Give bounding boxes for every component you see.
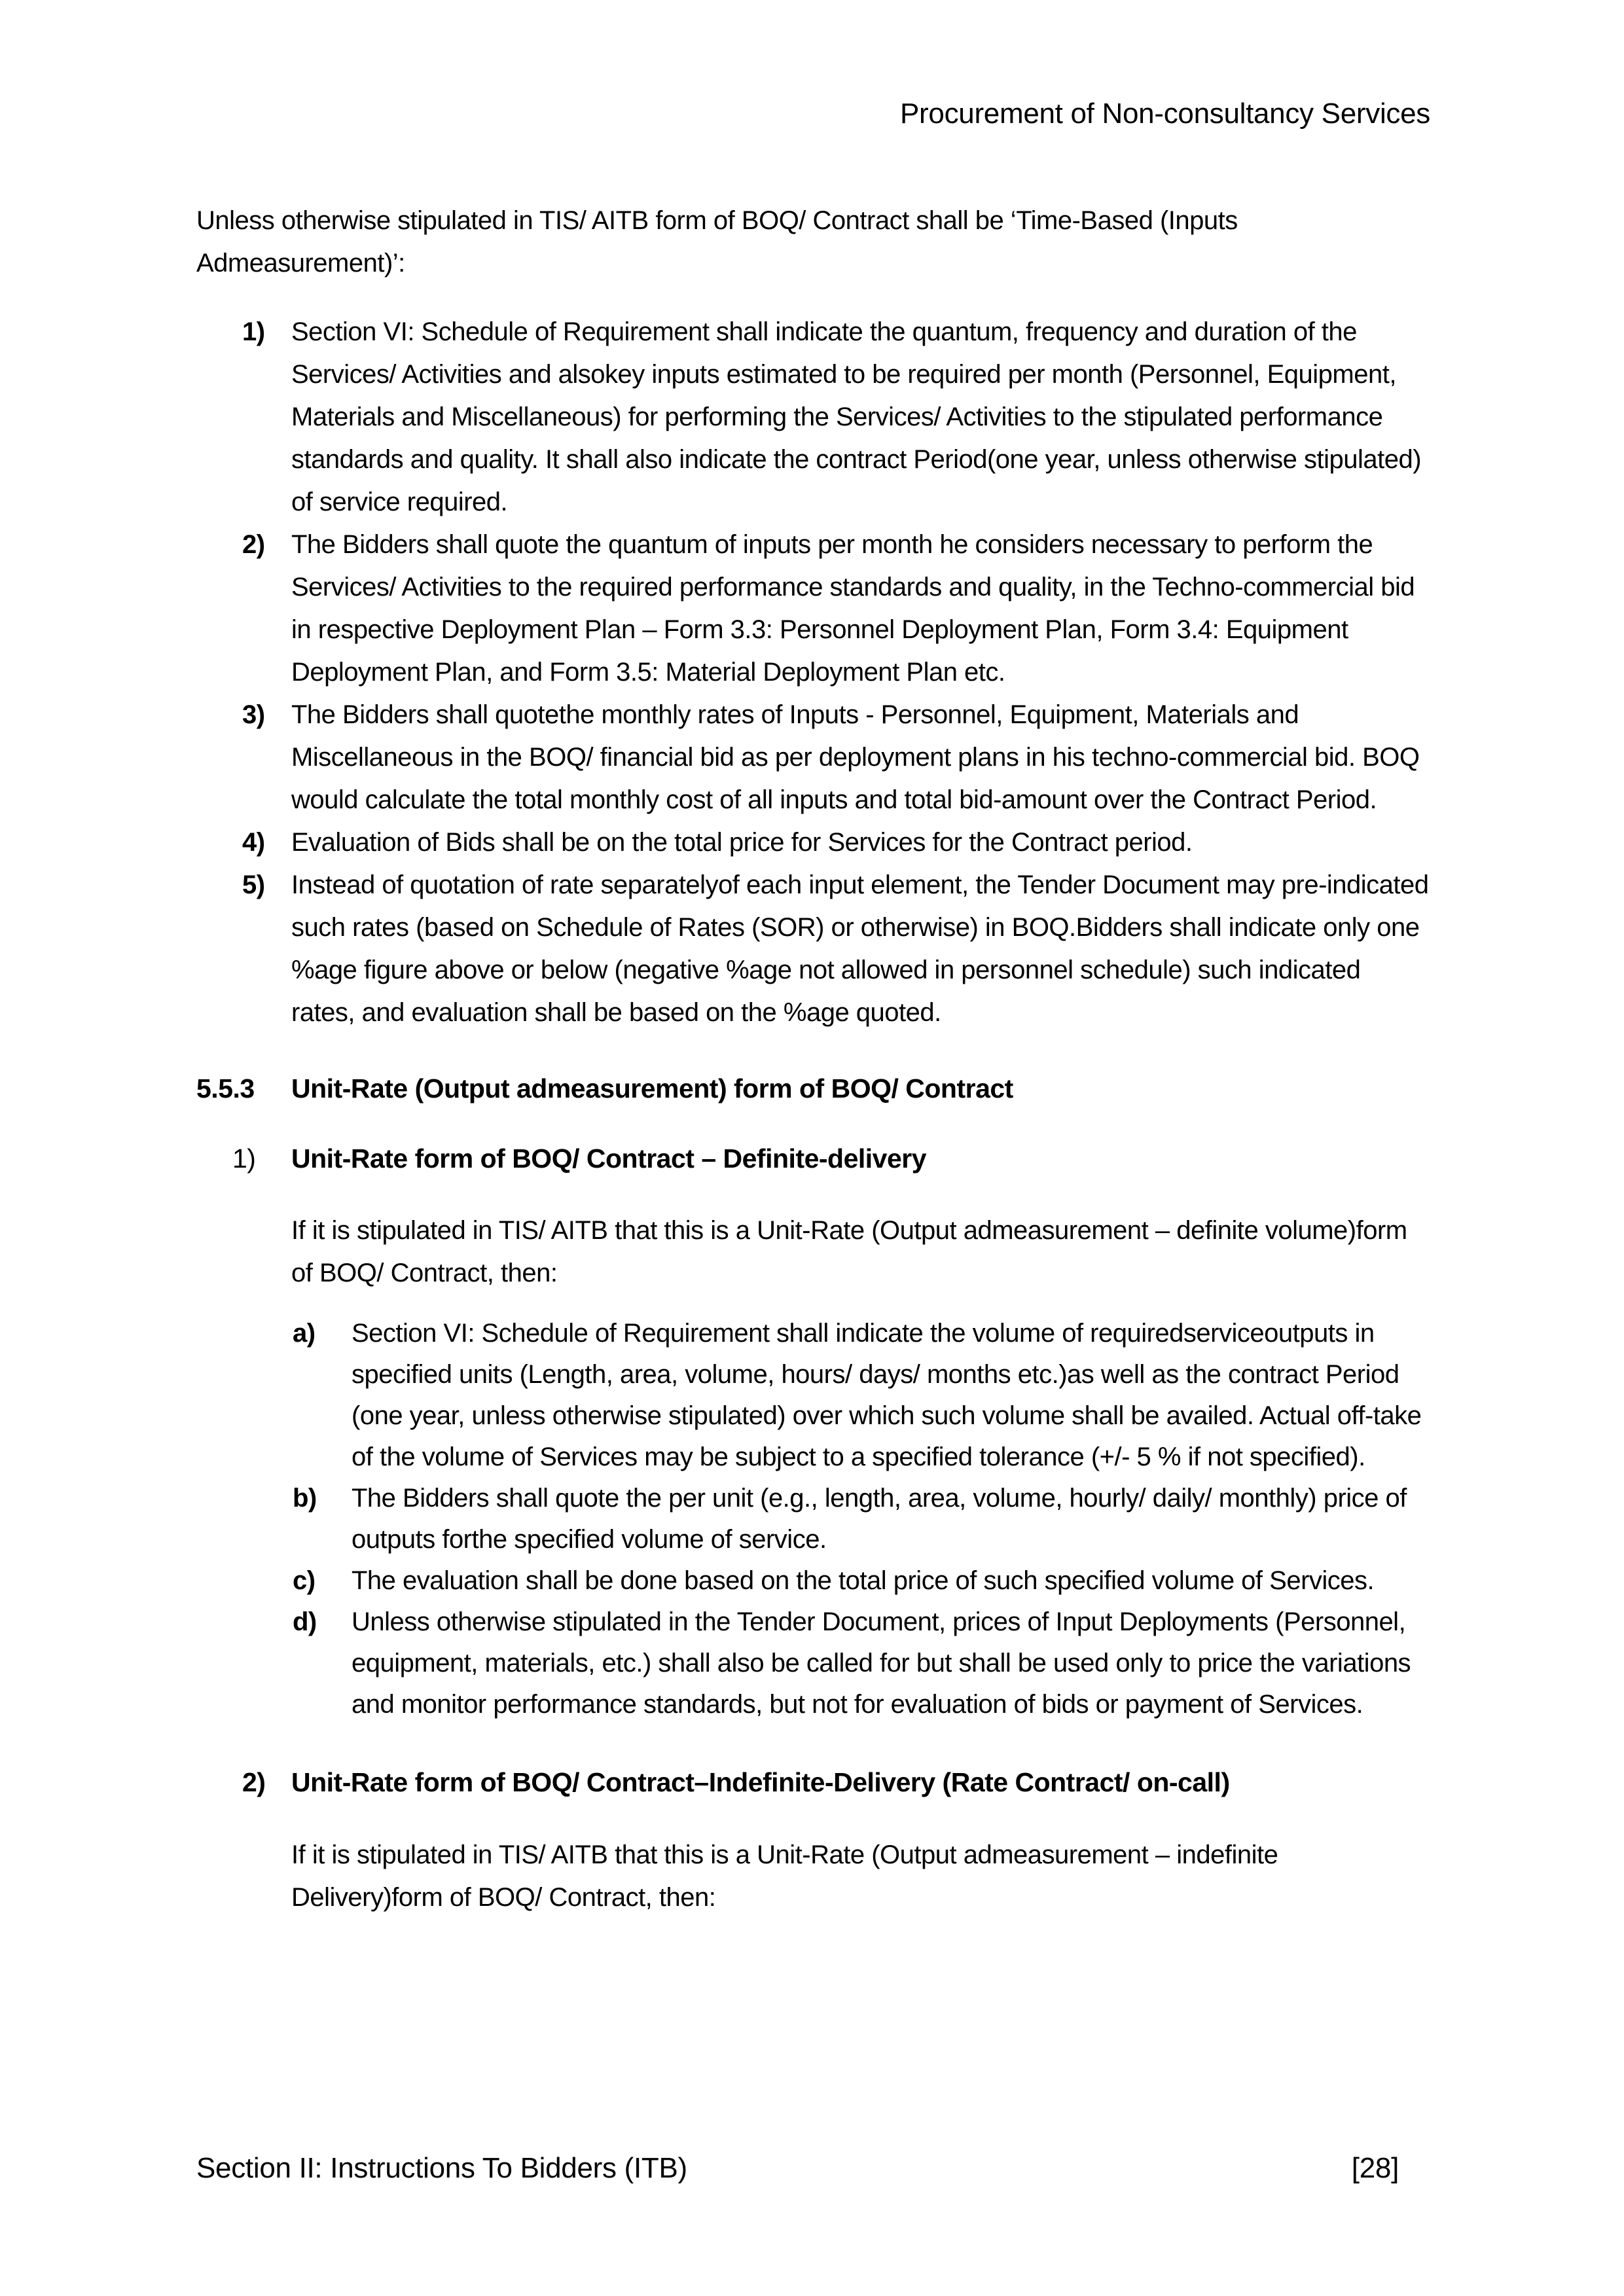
- list-item-number: 4): [242, 827, 265, 857]
- list-item-text: Instead of quotation of rate separatelyof each input element, the Tender Document may pre-indicated such rates (based on Schedule of Rates (SOR) or otherwise) in BOQ.Bidders shall indicate only one %age figure above or below (negative %age not allowed in personnel schedule) such indicated rates, and evaluation shall be based on the %age quoted.: [291, 870, 1429, 1027]
- section-number: 5.5.3: [196, 1073, 255, 1103]
- list-item-letter: d): [293, 1607, 317, 1637]
- list-item-number: 3): [242, 700, 265, 729]
- list-item: [293, 1602, 1430, 1725]
- list-item: [293, 1313, 1430, 1478]
- subsection-2-intro: If it is stipulated in TIS/ AITB that this is a Unit-Rate (Output admeasurement – indefinite Delivery)form of BOQ/ Contract, then:: [291, 1840, 1278, 1912]
- subsection-number: 2): [242, 1767, 266, 1798]
- list-item-number: 1): [242, 317, 265, 346]
- list-item-text: Section VI: Schedule of Requirement shall indicate the volume of requiredserviceoutputs in specified units (Length, area, volume, hours/ days/ months etc.)as well as the contract Period (one year, unless otherwise stipulated) over which such volume shall be availed. Actual off-take of the volume of Services may be subject to a specified tolerance (+/- 5 % if not specified).: [352, 1319, 1422, 1472]
- section-heading: [196, 1072, 1430, 1105]
- list-item: [242, 694, 1430, 821]
- list-item-letter: b): [293, 1484, 317, 1513]
- subsection-1-intro: If it is stipulated in TIS/ AITB that this is a Unit-Rate (Output admeasurement – definite volume)form of BOQ/ Contract, then:: [291, 1216, 1407, 1288]
- subsection-1-heading: [232, 1142, 1430, 1175]
- numbered-list: [242, 311, 1430, 1034]
- subsection-title: Unit-Rate form of BOQ/ Contract – Definite-delivery: [291, 1143, 927, 1174]
- list-item: [293, 1478, 1430, 1560]
- intro-paragraph: Unless otherwise stipulated in TIS/ AITB form of BOQ/ Contract shall be ‘Time-Based (Inputs Admeasurement)’:: [196, 206, 1238, 278]
- page-header: [196, 97, 1430, 132]
- list-item-number: 5): [242, 870, 265, 899]
- list-item: [293, 1560, 1430, 1602]
- list-item-text: Unless otherwise stipulated in the Tender Document, prices of Input Deployments (Personnel, equipment, materials, etc.) shall also be called for but shall be used only to price the variations and monitor performance standards, but not for evaluation of bids or payment of Services.: [352, 1607, 1411, 1719]
- footer-page-number: [28]: [1351, 2152, 1399, 2184]
- list-item-text: Evaluation of Bids shall be on the total price for Services for the Contract period.: [291, 827, 1193, 857]
- page-header-text: Procurement of Non-consultancy Services: [900, 98, 1430, 130]
- list-item: [242, 524, 1430, 694]
- list-item: [242, 311, 1430, 524]
- page-footer: [196, 2152, 1430, 2185]
- footer-section-label: Section II: Instructions To Bidders (ITB): [196, 2152, 687, 2184]
- list-item-letter: c): [293, 1566, 316, 1596]
- subsection-title: Unit-Rate form of BOQ/ Contract–Indefinite-Delivery (Rate Contract/ on-call): [291, 1767, 1230, 1798]
- list-item: [242, 864, 1430, 1034]
- list-item-text: The Bidders shall quote the per unit (e.g., length, area, volume, hourly/ daily/ monthly) price of outputs forthe specified volume of service.: [352, 1484, 1407, 1554]
- list-item-text: Section VI: Schedule of Requirement shall indicate the quantum, frequency and duration of the Services/ Activities and alsokey inputs estimated to be required per month (Personnel, Equipment, Materials and Miscellaneous) for performing the Services/ Activities to the stipulated performance standards and quality. It shall also indicate the contract Period(one year, unless otherwise stipulated) of service required.: [291, 317, 1422, 516]
- subsection-2-heading: [242, 1766, 1430, 1799]
- list-item: [242, 821, 1430, 864]
- subsection-number: 1): [232, 1143, 256, 1174]
- list-item-text: The Bidders shall quote the quantum of inputs per month he considers necessary to perform the Services/ Activities to the required performance standards and quality, in the Techno-commercial bid in respective Deployment Plan – Form 3.3: Personnel Deployment Plan, Form 3.4: Equipment Deployment Plan, and Form 3.5: Material Deployment Plan etc.: [291, 529, 1415, 687]
- list-item-text: The Bidders shall quotethe monthly rates of Inputs - Personnel, Equipment, Materials and Miscellaneous in the BOQ/ financial bid as per deployment plans in his techno-commercial bid. BOQ would calculate the total monthly cost of all inputs and total bid-amount over the Contract Period.: [291, 700, 1420, 814]
- list-item-number: 2): [242, 529, 265, 559]
- section-title: Unit-Rate (Output admeasurement) form of BOQ/ Contract: [291, 1073, 1013, 1103]
- list-item-text: The evaluation shall be done based on the total price of such specified volume of Services.: [352, 1566, 1375, 1596]
- list-item-letter: a): [293, 1319, 316, 1348]
- lettered-list: [293, 1313, 1430, 1725]
